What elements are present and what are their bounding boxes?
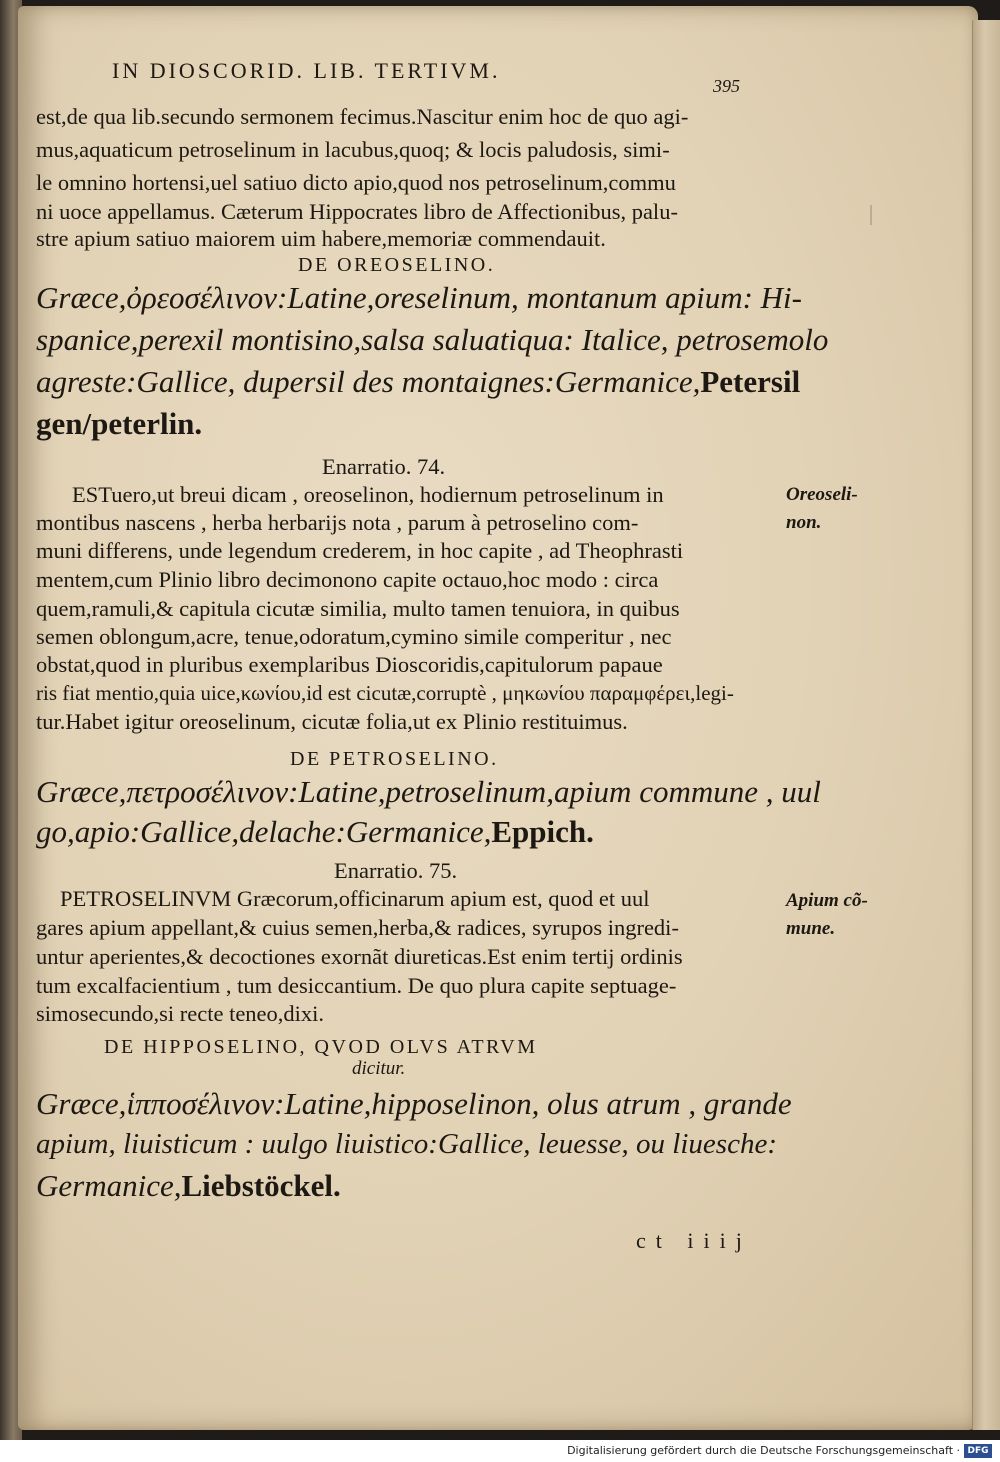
intro-line: mus,aquaticum petroselinum in lacubus,quoq; & locis paludosis, simi- [36,137,670,162]
bleed-through-mark [870,205,872,225]
german-name: Liebstöckel. [181,1168,341,1203]
body-line: quem,ramuli,& capitula cicutæ similia, multo tamen tenuiora, in quibus [36,596,680,621]
names-line [36,364,800,400]
next-page-edge [972,20,1000,1430]
margin-note: mune. [786,918,836,939]
names-line [36,1168,341,1204]
body-line: untur aperientes,& decoctiones exornãt diureticas.Est enim tertij ordinis [36,944,683,969]
names-line: apium, liuisticum : uulgo liuistico:Gallice, leuesse, ou liuesche: [36,1128,777,1160]
margin-note: non. [786,512,822,533]
body-line: ris fiat mentio,quia uice,κωνίου,id est cicutæ,corruptè , μηκωνίου παραμφέρει,legi- [36,681,734,705]
body-line: muni differens, unde legendum crederem, in hoc capite , ad Theophrasti [36,538,684,563]
body-line: montibus nascens , herba herbarijs nota , parum à petroselino com- [36,510,639,535]
names-line: Græce,πετροσέλινον:Latine,petroselinum,apium commune , uul [36,774,821,809]
dfg-logo-icon: DFG [964,1444,992,1458]
section-heading: DE HIPPOSELINO, QVOD OLVS ATRVM [104,1036,538,1058]
names-line: gen/peterlin. [36,406,203,441]
margin-note: Apium cõ- [786,890,868,911]
intro-line: le omnino hortensi,uel satiuo dicto apio,quod nos petroselinum,commu [36,170,676,195]
running-header: IN DIOSCORID. LIB. TERTIVM. [112,58,501,83]
signature-mark: ct iiij [636,1228,752,1253]
names-line: Græce,ἱπποσέλινον:Latine,hipposelinon, olus atrum , grande [36,1086,792,1121]
body-line: tur.Habet igitur oreoselinum, cicutæ folia,ut ex Plinio restituimus. [36,709,628,734]
body-line: simosecundo,si recte teneo,dixi. [36,1001,325,1026]
enarratio-label: Enarratio. 74. [322,454,446,479]
names-text: go,apio:Gallice,delache:Germanice, [36,814,492,849]
names-line: spanice,perexil montisino,salsa saluatiqua: Italice, petrosemolo [36,322,829,357]
enarratio-label: Enarratio. 75. [334,858,458,883]
names-text: agreste:Gallice, dupersil des montaignes:Germanice, [36,364,701,399]
folio-number: 395 [713,76,740,96]
german-name: Petersil [700,364,801,399]
body-line: obstat,quod in pluribus exemplaribus Dioscoridis,capitulorum papaue [36,652,663,677]
names-line: Græce,ὀρεοσέλινον:Latine,oreselinum, montanum apium: Hi- [36,280,802,315]
body-line: PETROSELINVM Græcorum,officinarum apium est, quod et uul [60,886,650,911]
section-heading: DE OREOSELINO. [298,254,496,276]
names-line [36,814,594,850]
section-subheading: dicitur. [352,1058,406,1079]
body-line: semen oblongum,acre, tenue,odoratum,cymino simile comperitur , nec [36,624,672,649]
body-line: mentem,cum Plinio libro decimonono capite octauo,hoc modo : circa [36,567,659,592]
german-name: Eppich. [491,814,594,849]
intro-line: ni uoce appellamus. Cæterum Hippocrates libro de Affectionibus, palu- [36,199,678,224]
margin-note: Oreoseli- [786,484,858,505]
digitization-credit: Digitalisierung gefördert durch die Deutsche Forschungsgemeinschaft · [567,1444,960,1457]
section-heading: DE PETROSELINO. [290,748,499,770]
body-line: tum excalfacientium , tum desiccantium. De quo plura capite septuage- [36,973,677,998]
body-line: ESTuero,ut breui dicam , oreoselinon, hodiernum petroselinum in [72,482,664,507]
body-line: gares apium appellant,& cuius semen,herba,& radices, syrupos ingredi- [36,915,679,940]
intro-line: stre apium satiuo maiorem uim habere,memoriæ commendauit. [36,226,606,251]
intro-line: est,de qua lib.secundo sermonem fecimus.Nascitur enim hoc de quo agi- [36,104,689,129]
names-text: Germanice, [36,1168,182,1203]
